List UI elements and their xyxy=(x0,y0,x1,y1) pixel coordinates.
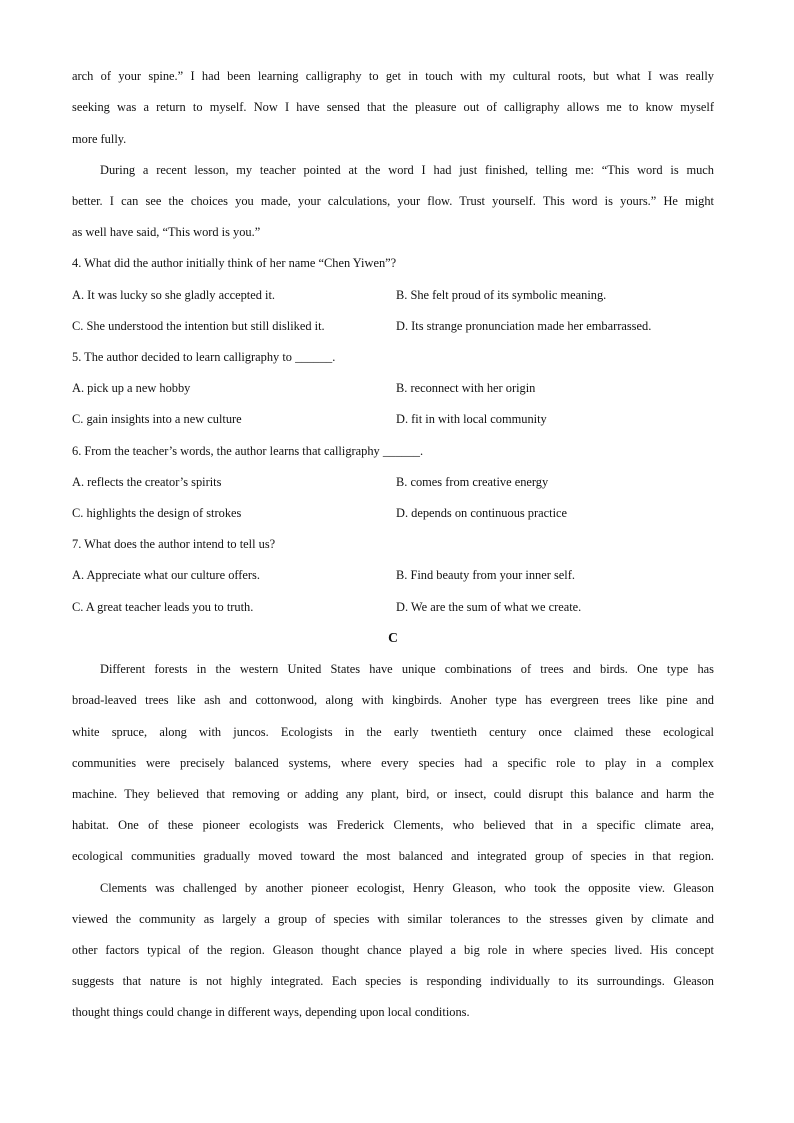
answer-option: A. It was lucky so she gladly accepted it. xyxy=(72,288,276,302)
passage-c-line: thought things could change in different ways, depending upon local conditions. xyxy=(72,1005,470,1019)
question-stem: 4. What did the author initially think of her name “Chen Yiwen”? xyxy=(72,256,397,270)
answer-option: D. Its strange pronunciation made her embarrassed. xyxy=(396,319,652,333)
answer-option: B. comes from creative energy xyxy=(396,475,549,489)
answer-option: C. gain insights into a new culture xyxy=(72,412,242,426)
answer-option: C. She understood the intention but still disliked it. xyxy=(72,319,325,333)
answer-option: C. A great teacher leads you to truth. xyxy=(72,600,254,614)
passage-c-line: communities were precisely balanced systems, where every species had a specific role to play in a complex xyxy=(72,756,714,770)
passage-c-line: suggests that nature is not highly integrated. Each species is responding individually to its surroundings. Gleason xyxy=(72,974,714,988)
question-stem: 5. The author decided to learn calligraphy to ______. xyxy=(72,350,336,364)
answer-option: C. highlights the design of strokes xyxy=(72,506,242,520)
passage-b-line: better. I can see the choices you made, your calculations, your flow. Trust yourself. This word is yours.” He might xyxy=(72,194,714,208)
passage-c-line: habitat. One of these pioneer ecologists was Frederick Clements, who believed that in a specific climate area, xyxy=(72,818,714,832)
answer-option: D. We are the sum of what we create. xyxy=(396,600,582,614)
passage-c-line: ecological communities gradually moved toward the most balanced and integrated group of species in that region. xyxy=(72,849,714,863)
passage-c-line: white spruce, along with juncos. Ecologists in the early twentieth century once claimed these ecological xyxy=(72,725,714,739)
answer-option: A. reflects the creator’s spirits xyxy=(72,475,222,489)
answer-option: A. pick up a new hobby xyxy=(72,381,191,395)
question-stem: 7. What does the author intend to tell us? xyxy=(72,537,276,551)
answer-option: B. reconnect with her origin xyxy=(396,381,536,395)
passage-c-line: Clements was challenged by another pioneer ecologist, Henry Gleason, who took the opposite view. Gleason xyxy=(100,881,714,895)
passage-b-line: arch of your spine.” I had been learning calligraphy to get in touch with my cultural roots, but what I was really xyxy=(72,69,714,83)
passage-c-line: machine. They believed that removing or adding any plant, bird, or insect, could disrupt this balance and harm the xyxy=(72,787,714,801)
passage-c-line: other factors typical of the region. Gleason thought chance played a big role in where species lived. His concept xyxy=(72,943,714,957)
question-stem: 6. From the teacher’s words, the author learns that calligraphy ______. xyxy=(72,444,424,458)
passage-c-line: Different forests in the western United States have unique combinations of trees and birds. One type has xyxy=(100,662,714,676)
answer-option: B. She felt proud of its symbolic meaning. xyxy=(396,288,607,302)
passage-b-line: During a recent lesson, my teacher pointed at the word I had just finished, telling me: “This word is much xyxy=(100,163,714,177)
answer-option: B. Find beauty from your inner self. xyxy=(396,568,575,582)
answer-option: D. depends on continuous practice xyxy=(396,506,568,520)
passage-c-line: broad-leaved trees like ash and cottonwood, along with kingbirds. Anoher type has evergreen trees like pine and xyxy=(72,693,714,707)
passage-c-line: viewed the community as largely a group of species with similar tolerances to the stresses given by climate and xyxy=(72,912,714,926)
answer-option: D. fit in with local community xyxy=(396,412,547,426)
passage-b-line: more fully. xyxy=(72,132,127,146)
passage-b-line: as well have said, “This word is you.” xyxy=(72,225,261,239)
passage-b-line: seeking was a return to myself. Now I have sensed that the pleasure out of calligraphy allows me to know myself xyxy=(72,100,714,114)
section-heading: C xyxy=(388,630,398,645)
answer-option: A. Appreciate what our culture offers. xyxy=(72,568,260,582)
